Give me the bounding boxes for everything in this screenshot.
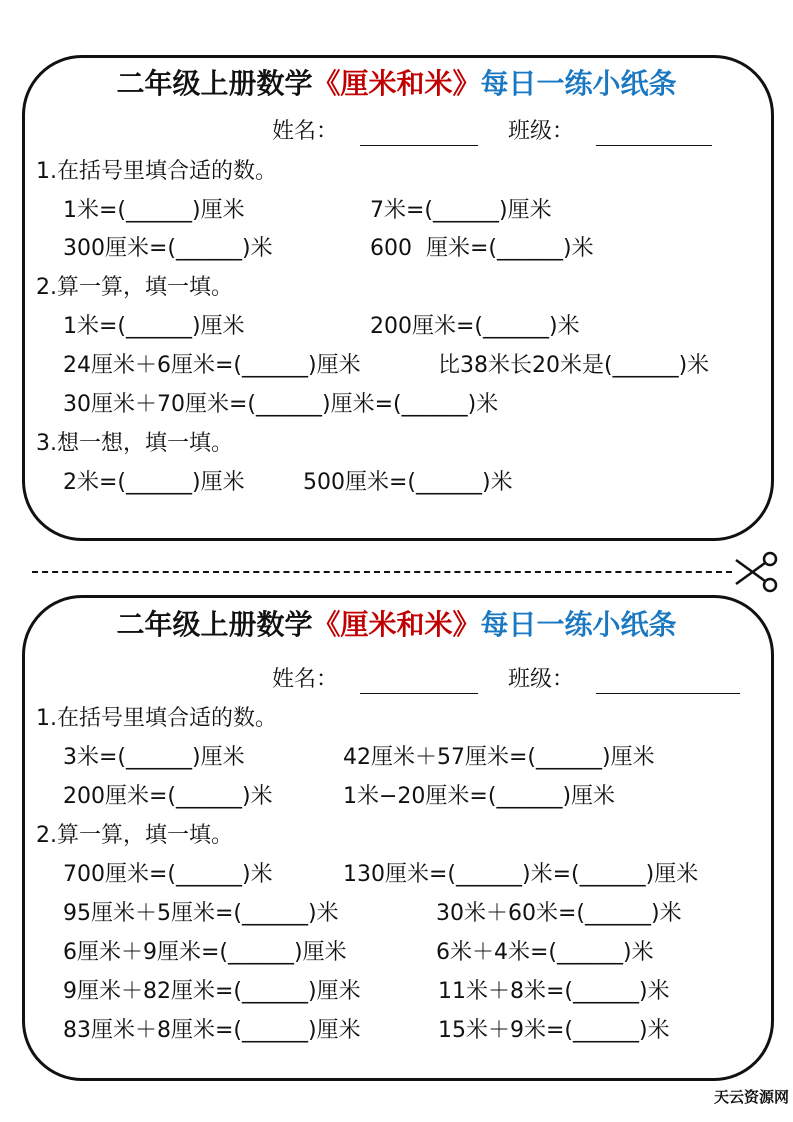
class-label: 班级： xyxy=(508,119,575,144)
footer-watermark: 天云资源网 xyxy=(713,1088,789,1106)
question-heading: 1.在括号里填合适的数。 xyxy=(36,706,277,731)
exercise: 24厘米＋6厘米=(______)厘米 xyxy=(63,353,361,378)
question-heading: 3.想一想，填一填。 xyxy=(36,431,233,456)
scissors-icon xyxy=(732,550,780,594)
exercise: 95厘米＋5厘米=(______)米 xyxy=(63,901,339,926)
exercise: 500厘米=(______)米 xyxy=(303,470,513,495)
class-field[interactable] xyxy=(596,145,712,146)
exercise: 300厘米=(______)米 xyxy=(63,236,273,261)
title-daily: 每日一练小纸条 xyxy=(480,67,677,100)
class-label: 班级： xyxy=(508,667,575,692)
exercise: 42厘米＋57厘米=(______)厘米 xyxy=(343,745,655,770)
title-grade: 二年级上册数学 xyxy=(116,67,313,100)
exercise: 3米=(______)厘米 xyxy=(63,745,245,770)
exercise: 9厘米＋82厘米=(______)厘米 xyxy=(63,979,361,1004)
name-label: 姓名： xyxy=(272,667,339,692)
title-topic: 《厘米和米》 xyxy=(312,608,481,641)
exercise: 700厘米=(______)米 xyxy=(63,862,273,887)
exercise: 11米＋8米=(______)米 xyxy=(438,979,670,1004)
title-daily: 每日一练小纸条 xyxy=(480,608,677,641)
class-field[interactable] xyxy=(596,693,740,694)
name-field[interactable] xyxy=(360,145,478,146)
exercise: 30厘米＋70厘米=(______)厘米=(______)米 xyxy=(63,392,499,417)
exercise: 比38米长20米是(______)米 xyxy=(438,353,710,378)
exercise: 30米＋60米=(______)米 xyxy=(436,901,682,926)
exercise: 6米＋4米=(______)米 xyxy=(436,940,654,965)
exercise: 1米−20厘米=(______)厘米 xyxy=(343,784,616,809)
exercise: 130厘米=(______)米=(______)厘米 xyxy=(343,862,699,887)
exercise: 2米=(______)厘米 xyxy=(63,470,245,495)
exercise: 600 厘米=(______)米 xyxy=(370,236,594,261)
cut-line xyxy=(32,571,732,573)
exercise: 1米=(______)厘米 xyxy=(63,198,245,223)
name-label: 姓名： xyxy=(272,119,339,144)
exercise: 200厘米=(______)米 xyxy=(370,314,580,339)
exercise: 15米＋9米=(______)米 xyxy=(438,1018,670,1043)
worksheet-title-2 xyxy=(0,603,793,643)
title-topic: 《厘米和米》 xyxy=(312,67,481,100)
title-grade: 二年级上册数学 xyxy=(116,608,313,641)
exercise: 7米=(______)厘米 xyxy=(370,198,552,223)
exercise: 83厘米＋8厘米=(______)厘米 xyxy=(63,1018,361,1043)
name-field[interactable] xyxy=(360,693,478,694)
question-heading: 2.算一算，填一填。 xyxy=(36,823,233,848)
worksheet-title-1 xyxy=(0,62,793,102)
exercise: 1米=(______)厘米 xyxy=(63,314,245,339)
question-heading: 1.在括号里填合适的数。 xyxy=(36,159,277,184)
exercise: 6厘米＋9厘米=(______)厘米 xyxy=(63,940,347,965)
exercise: 200厘米=(______)米 xyxy=(63,784,273,809)
question-heading: 2.算一算，填一填。 xyxy=(36,275,233,300)
